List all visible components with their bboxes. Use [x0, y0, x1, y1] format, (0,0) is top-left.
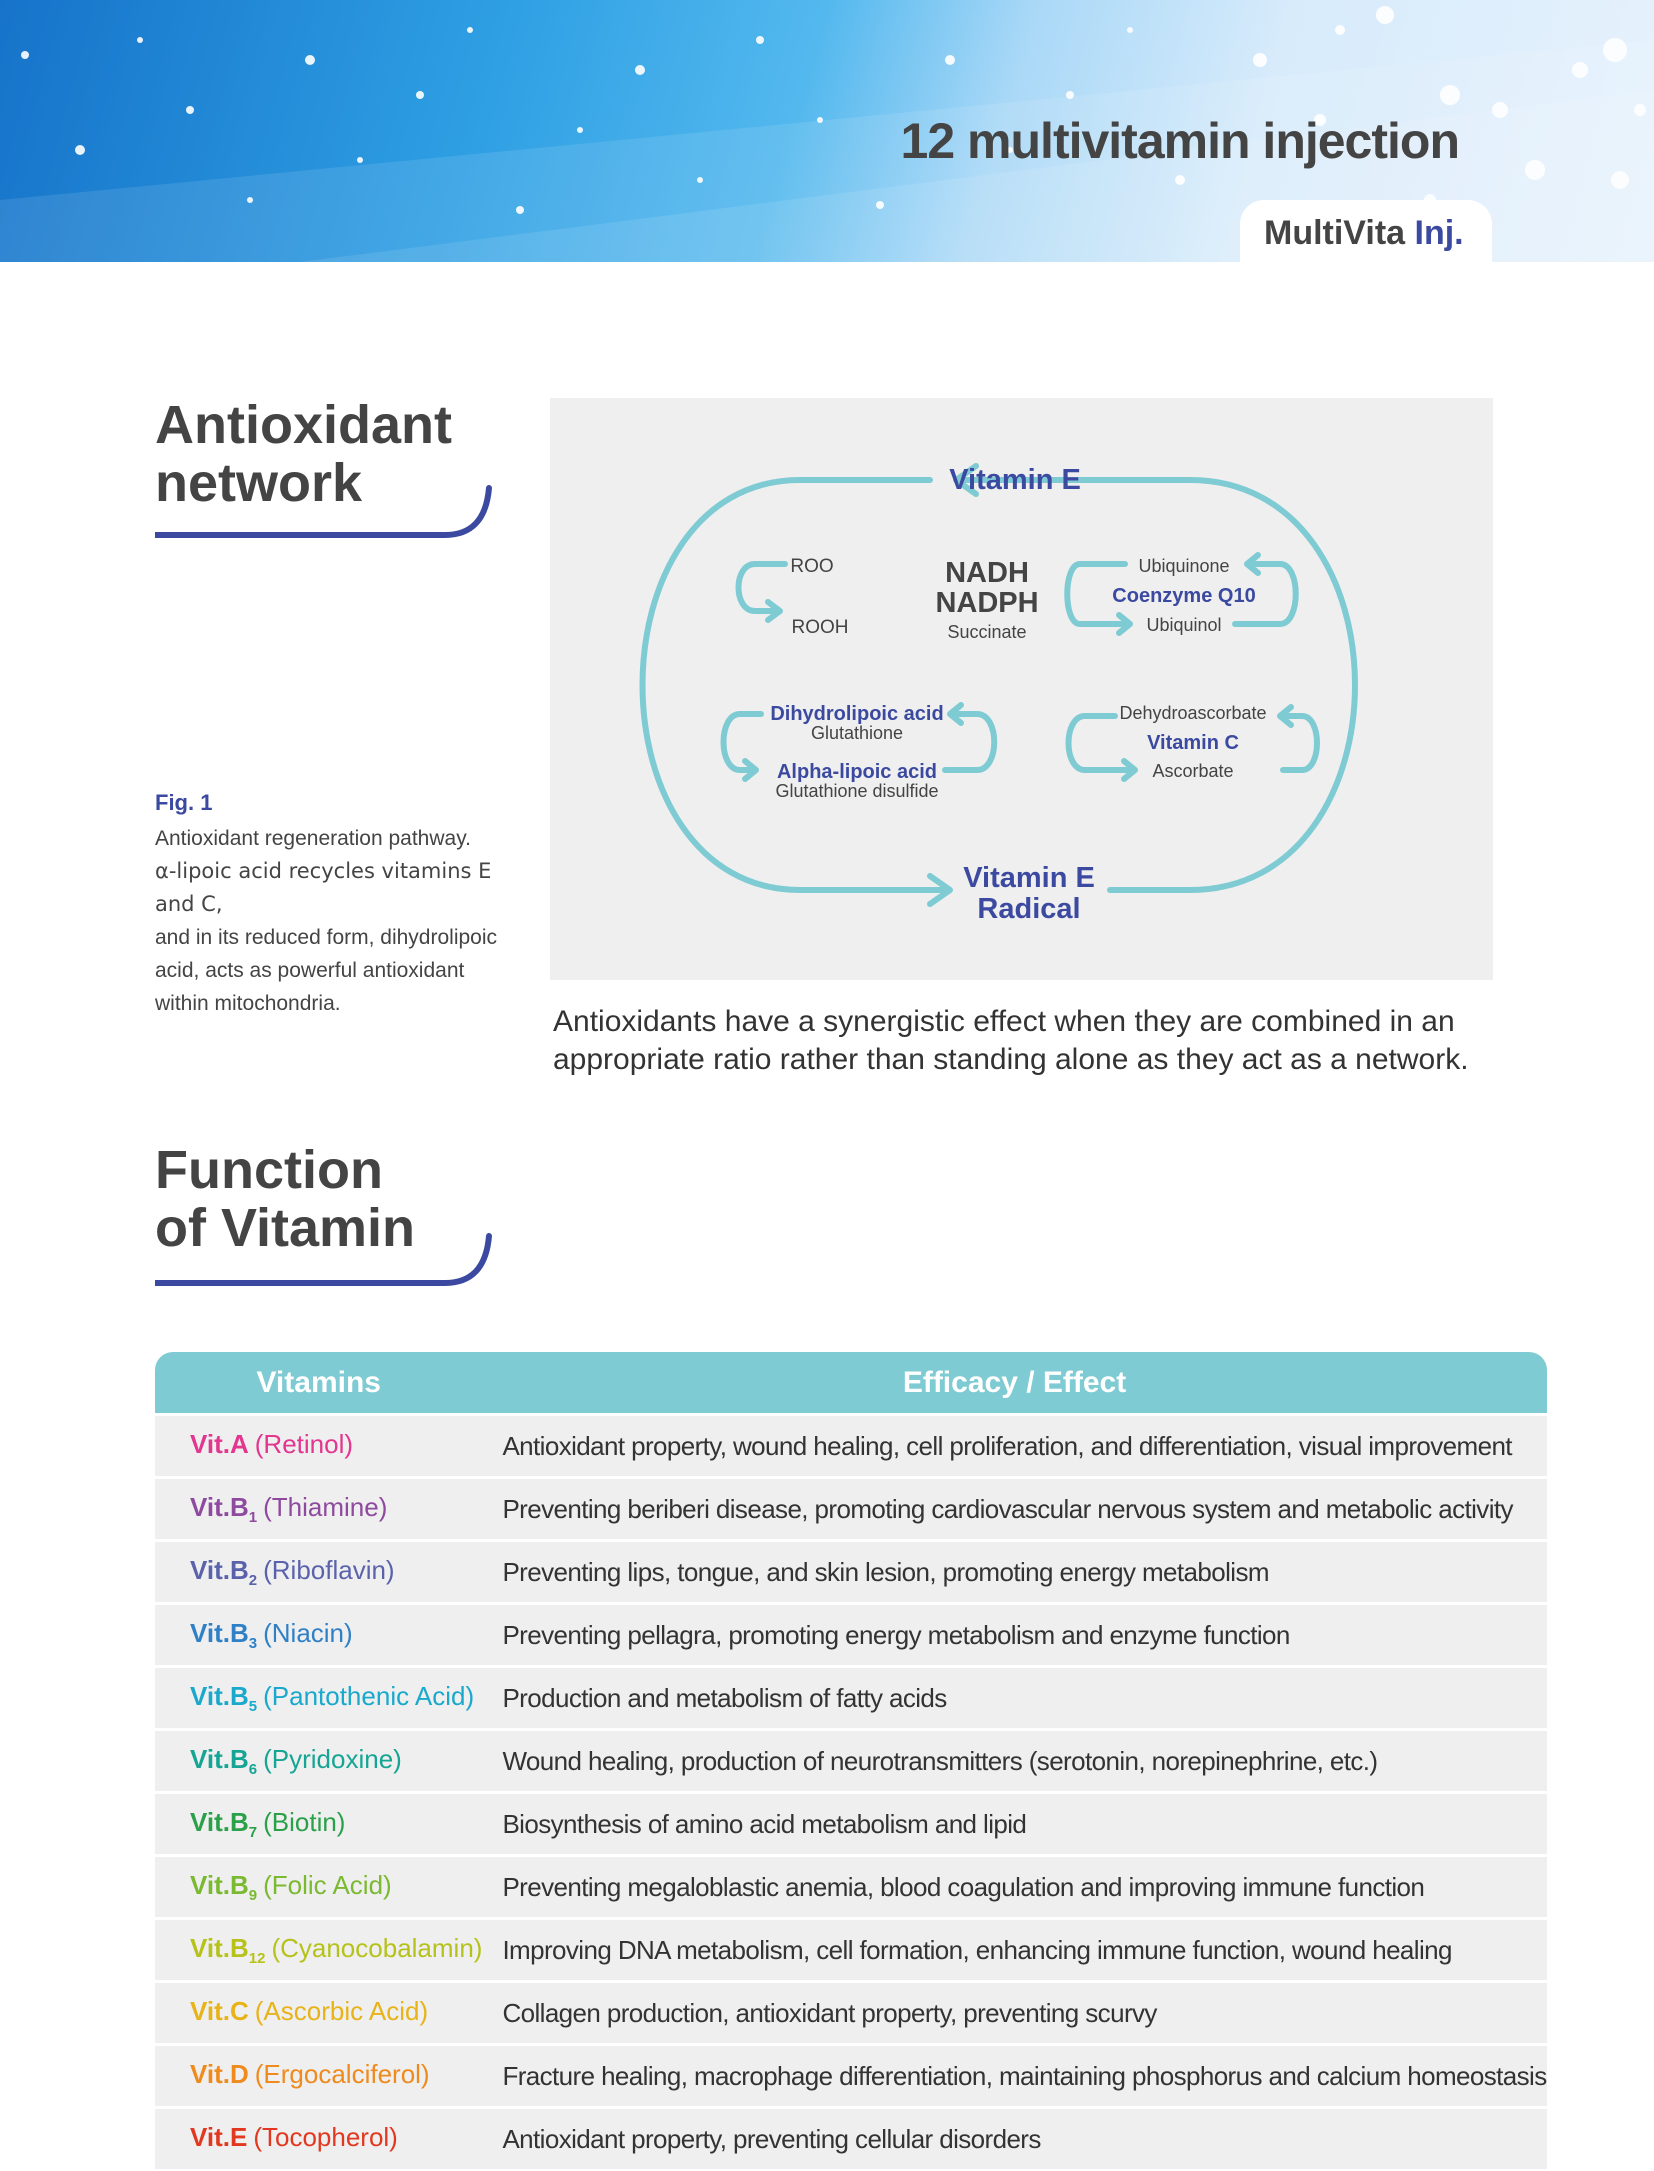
brand-name-suffix: Inj. [1414, 214, 1464, 252]
vitamin-name-cell [155, 2043, 482, 2106]
table-header-row [155, 1352, 1547, 1413]
label-glutathione-disulfide: Glutathione disulfide [775, 781, 939, 801]
outer-cycle-arrow-left [643, 480, 949, 890]
vitamin-chemical-name: (Cyanocobalamin) [271, 1932, 483, 1963]
label-vitamin-c: Vitamin C [1147, 732, 1239, 754]
vitamin-name-cell [155, 1980, 482, 2043]
section-title-underline [155, 480, 495, 540]
label-vitamin-e-radical: Vitamin E [963, 862, 1095, 894]
vitamin-name-cell [155, 1413, 482, 1476]
vitamin-chemical-name: (Ergocalciferol) [254, 2058, 430, 2089]
vitamin-chemical-name: (Folic Acid) [263, 1869, 392, 1900]
vitamin-code: Vit.E [190, 2121, 248, 2152]
label-coenzyme-q10: Coenzyme Q10 [1112, 585, 1256, 607]
vitamin-name-cell [155, 1476, 482, 1539]
vitamin-effect-cell: Antioxidant property, preventing cellular disorders [482, 2106, 1546, 2169]
vitamin-subscript: 7 [248, 1824, 258, 1842]
label-vitamin-e: Vitamin E [949, 464, 1081, 496]
brand-name-main: MultiVita [1264, 214, 1406, 252]
vitamin-subscript: 9 [248, 1887, 258, 1905]
vitamin-effect-cell: Biosynthesis of amino acid metabolism and lipid [482, 1791, 1546, 1854]
table-row [155, 1476, 1547, 1539]
lipoic-arrow-right [945, 714, 994, 770]
label-alpha-lipoic-acid: Alpha-lipoic acid [776, 761, 938, 783]
header-efficacy: Efficacy / Effect [482, 1352, 1546, 1413]
label-rooh: ROOH [791, 617, 849, 638]
vitamin-chemical-name: (Biotin) [263, 1806, 346, 1837]
vitamin-subscript: 5 [248, 1698, 258, 1716]
table-row [155, 1854, 1547, 1917]
caption-line: and in its reduced form, dihydrolipoic [155, 926, 498, 949]
vitamin-name-cell [155, 1602, 482, 1665]
figure-caption [155, 822, 525, 1020]
vitamin-effect-cell: Improving DNA metabolism, cell formation, enhancing immune function, wound healing [482, 1917, 1546, 1980]
vitamin-chemical-name: (Retinol) [254, 1428, 354, 1459]
vitamin-subscript: 2 [248, 1572, 258, 1590]
vitamin-code: Vit.B [190, 1680, 249, 1711]
vitamin-chemical-name: (Thiamine) [263, 1491, 388, 1522]
table-row [155, 1665, 1547, 1728]
vitamin-effect-cell: Fracture healing, macrophage differentiation, maintaining phosphorus and calcium homeostasis [482, 2043, 1546, 2106]
label-dihydrolipoic-acid: Dihydrolipoic acid [770, 703, 944, 725]
vitamin-effect-cell: Preventing pellagra, promoting energy metabolism and enzyme function [482, 1602, 1546, 1665]
vitamin-chemical-name: (Tocopherol) [253, 2121, 398, 2152]
vitamin-code: Vit.D [190, 2058, 249, 2089]
section-title-underline [155, 1228, 495, 1288]
vitamin-name-cell [155, 2106, 482, 2169]
table-row [155, 2106, 1547, 2169]
outer-cycle-arrow-right [958, 480, 1355, 890]
table-row [155, 1980, 1547, 2043]
vitamin-effect-cell: Preventing lips, tongue, and skin lesion, promoting energy metabolism [482, 1539, 1546, 1602]
vitamin-table [155, 1352, 1547, 2169]
vitamin-code: Vit.B [190, 1617, 249, 1648]
vitamin-code: Vit.C [190, 1995, 249, 2026]
vitamin-name-cell [155, 1917, 482, 1980]
section-title-line1: Antioxidant [155, 395, 452, 455]
vitamin-chemical-name: (Pantothenic Acid) [263, 1680, 475, 1711]
vitamin-effect-cell: Production and metabolism of fatty acids [482, 1665, 1546, 1728]
vitamin-effect-cell: Preventing beriberi disease, promoting cardiovascular nervous system and metabolic activity [482, 1476, 1546, 1539]
label-succinate: Succinate [947, 622, 1027, 642]
vitamin-code: Vit.B [190, 1743, 249, 1774]
vitamin-code: Vit.B [190, 1932, 249, 1963]
label-ubiquinone: Ubiquinone [1138, 556, 1230, 576]
vitamin-name-cell [155, 1791, 482, 1854]
label-ubiquinol: Ubiquinol [1146, 615, 1222, 635]
caption-line: Antioxidant regeneration pathway. [155, 827, 471, 850]
vitamin-chemical-name: (Ascorbic Acid) [254, 1995, 429, 2026]
vitamin-subscript: 6 [248, 1761, 258, 1779]
vitamin-effect-cell: Collagen production, antioxidant property, preventing scurvy [482, 1980, 1546, 2043]
label-nadh: NADH [945, 557, 1029, 589]
table-body [155, 1413, 1547, 2169]
section-title-line1: Function [155, 1140, 383, 1200]
vitamin-code: Vit.B [190, 1806, 249, 1837]
vitamin-code: Vit.A [190, 1428, 249, 1459]
vitamin-chemical-name: (Riboflavin) [263, 1554, 395, 1585]
diagram-svg [550, 398, 1493, 980]
caption-line: within mitochondria. [155, 992, 341, 1015]
vitamin-subscript: 1 [248, 1509, 258, 1527]
section-title-line2: network [155, 453, 363, 513]
vitamin-name-cell [155, 1665, 482, 1728]
vitamin-name-cell [155, 1728, 482, 1791]
roo-cycle-arrow [739, 564, 786, 611]
label-vitamin-e-radical: Radical [977, 893, 1081, 925]
section-title-line2: of Vitamin [155, 1198, 416, 1258]
vitamin-code: Vit.B [190, 1869, 249, 1900]
vitamin-effect-cell: Wound healing, production of neurotransmitters (serotonin, norepinephrine, etc.) [482, 1728, 1546, 1791]
table-row [155, 1791, 1547, 1854]
label-dehydroascorbate: Dehydroascorbate [1119, 703, 1267, 723]
vitamin-effect-cell: Antioxidant property, wound healing, cell proliferation, and differentiation, visual improvement [482, 1413, 1546, 1476]
label-nadph: NADPH [935, 587, 1039, 619]
vitamin-code: Vit.B [190, 1554, 249, 1585]
vitamin-chemical-name: (Pyridoxine) [263, 1743, 402, 1774]
label-ascorbate: Ascorbate [1152, 761, 1234, 781]
table-row [155, 1413, 1547, 1476]
figure-label: Fig. 1 [155, 790, 213, 815]
vitamin-subscript: 12 [248, 1950, 266, 1968]
caption-line: α-lipoic acid recycles vitamins E and C, [155, 859, 492, 916]
caption-line: acid, acts as powerful antioxidant [155, 959, 465, 982]
antioxidant-diagram [550, 398, 1493, 980]
header-banner [0, 0, 1654, 262]
vitamin-chemical-name: (Niacin) [263, 1617, 353, 1648]
vitamin-name-cell [155, 1854, 482, 1917]
table-row [155, 1602, 1547, 1665]
label-roo: ROO [790, 556, 834, 577]
vitamin-subscript: 3 [248, 1635, 258, 1653]
table-row [155, 1539, 1547, 1602]
table-row [155, 1917, 1547, 1980]
vitamin-name-cell [155, 1539, 482, 1602]
brand-name [1264, 214, 1464, 253]
header-vitamins: Vitamins [155, 1352, 482, 1413]
vitamin-code: Vit.B [190, 1491, 249, 1522]
product-title: 12 multivitamin injection [900, 113, 1459, 169]
vitamin-effect-cell: Preventing megaloblastic anemia, blood coagulation and improving immune function [482, 1854, 1546, 1917]
intro-paragraph: Antioxidants have a synergistic effect when they are combined in an appropriate ratio rather than standing alone as they act as a network. [553, 1005, 1469, 1076]
label-glutathione: Glutathione [810, 723, 904, 743]
table-row [155, 2043, 1547, 2106]
table-row [155, 1728, 1547, 1791]
